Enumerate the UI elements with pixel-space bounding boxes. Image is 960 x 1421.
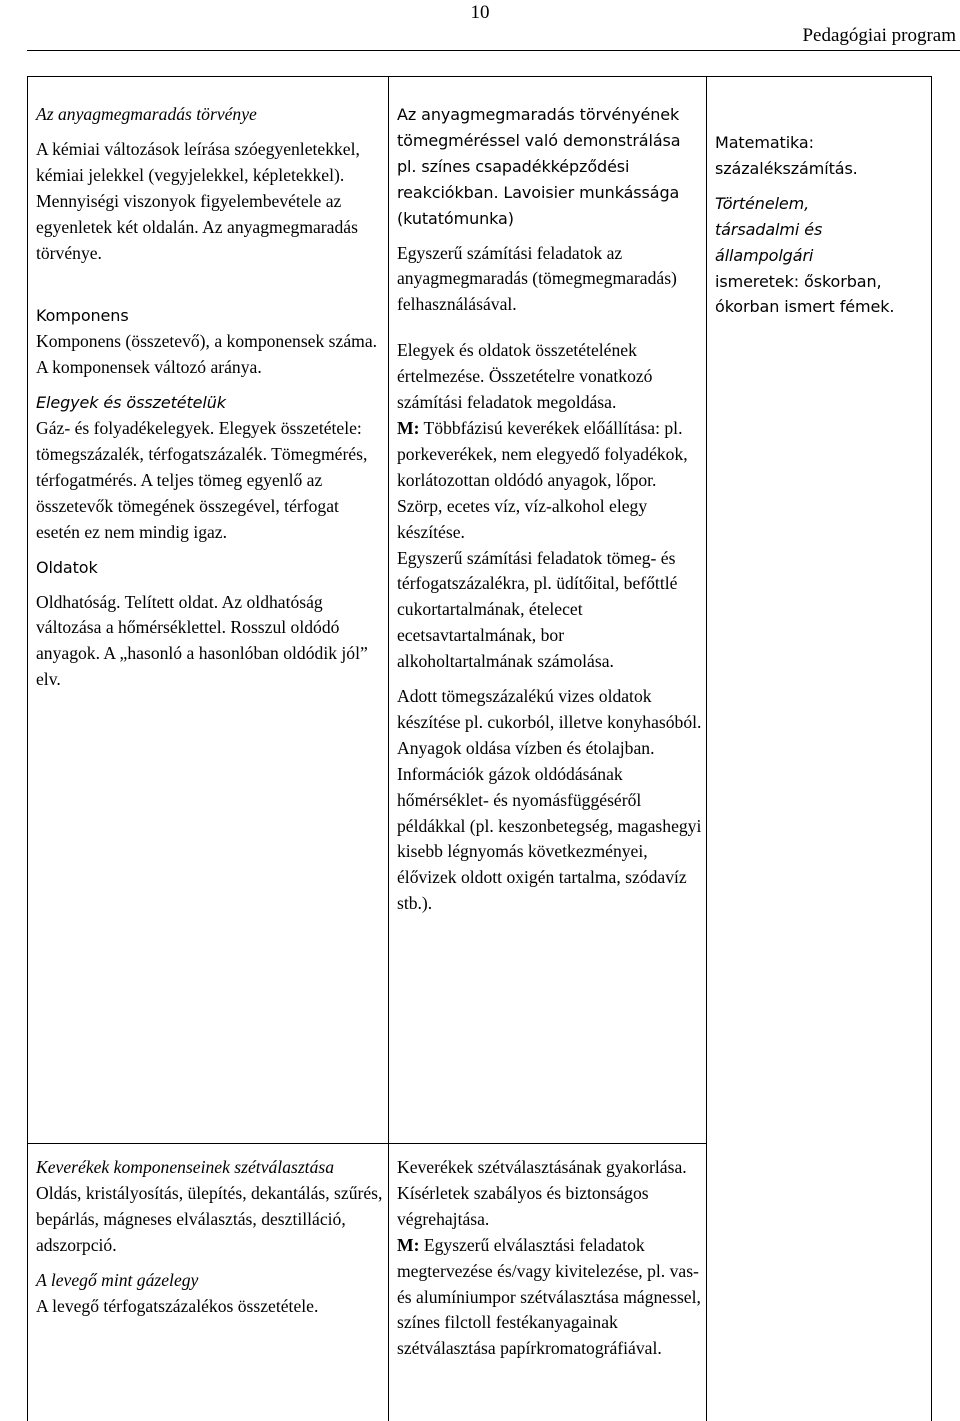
activity-text: Egyszerű számítási feladatok az anyagmegmaradás (tömegmegmaradás) felhasználásával. bbox=[397, 242, 677, 315]
connection-text: százalékszámítás. bbox=[715, 158, 858, 178]
activity-text: Az anyagmegmaradás törvényének tömegméréssel való demonstrálása pl. színes csapadékképződési reakciókban. Lavoisier munkássága (kutatómunka) bbox=[397, 105, 681, 228]
row1-connections-cell bbox=[715, 130, 930, 320]
column-divider-2 bbox=[706, 77, 707, 1421]
topic-heading: A levegő mint gázelegy bbox=[36, 1269, 199, 1290]
topic-heading: Keverékek komponenseinek szétválasztása bbox=[36, 1157, 335, 1177]
header-title: Pedagógiai program bbox=[802, 25, 956, 46]
page-number: 10 bbox=[470, 2, 490, 23]
activity-text: Elegyek és oldatok összetételének értelmezése. Összetételre vonatkozó számítási feladatok megoldása. bbox=[397, 340, 653, 413]
topic-heading: Elegyek és összetételük bbox=[36, 393, 226, 413]
activity-text: Egyszerű számítási feladatok tömeg- és térfogatszázalékra, pl. üdítőital, befőttlé cukortartalmának, ételecet ecetsavtartalmának, bor alkoholtartalmának számolása. bbox=[397, 547, 678, 672]
topic-text: Gáz- és folyadékelegyek. Elegyek összetétele: tömegszázalék, térfogatszázalék. Tömegmérés, térfogatmérés. A teljes tömeg egyenlő az összetevők tömegének összegével, térfogat esetén ez nem mindig igaz. bbox=[36, 418, 368, 542]
activity-text: Keverékek szétválasztásának gyakorlása. Kísérletek szabályos és biztonságos végrehajtása. bbox=[397, 1157, 687, 1229]
topic-text: Oldhatóság. Telített oldat. Az oldhatóság változása a hőmérséklettel. Rosszul oldódó anyagok. A „hasonló a hasonlóban oldódik jól” elv. bbox=[36, 591, 368, 690]
connection-text: ókorban ismert fémek. bbox=[715, 297, 895, 317]
row-divider bbox=[28, 1143, 706, 1144]
row2-topics-cell bbox=[36, 1155, 384, 1319]
activity-text bbox=[397, 416, 702, 494]
connection-text: Történelem, bbox=[715, 193, 810, 213]
topic-heading: Oldatok bbox=[36, 557, 98, 577]
connection-text: társadalmi és bbox=[715, 219, 823, 239]
activity-text bbox=[397, 1233, 702, 1363]
activity-text: Szörp, ecetes víz, víz-alkohol elegy készítése. bbox=[397, 495, 648, 542]
topic-text: Komponens (összetevő), a komponensek száma. A komponensek változó aránya. bbox=[36, 331, 378, 378]
curriculum-table bbox=[27, 76, 932, 1421]
activity-text-body: Egyszerű elválasztási feladatok megtervezése és/vagy kivitelezése, pl. vas- és alumíniumpor szétválasztása mágnessel, színes filctoll festékanyagainak szétválasztása papírkromatográfiával. bbox=[397, 1234, 701, 1359]
topic-text: Oldás, kristályosítás, ülepítés, dekantálás, szűrés, bepárlás, mágneses elválasztás, desztilláció, adszorpció. bbox=[36, 1182, 383, 1255]
m-prefix: M: bbox=[397, 1234, 420, 1255]
activity-text-body: Többfázisú keverékek előállítása: pl. porkeverékek, nem elegyedő folyadékok, korlátozottan oldódó anyagok, lőpor. bbox=[397, 417, 688, 490]
topic-text: A kémiai változások leírása szóegyenletekkel, kémiai jelekkel (vegyjelekkel, képletekkel). Mennyiségi viszonyok figyelembevétele az egyenletek két oldalán. Az anyagmegmaradás törvénye. bbox=[36, 138, 360, 263]
row2-activities-cell bbox=[397, 1155, 702, 1362]
topic-heading: Az anyagmegmaradás törvénye bbox=[36, 104, 257, 124]
column-divider-1 bbox=[388, 77, 389, 1421]
header-rule bbox=[27, 50, 960, 51]
connection-text: állampolgári bbox=[715, 245, 814, 265]
row1-topics-cell bbox=[36, 102, 384, 693]
activity-text: Adott tömegszázalékú vizes oldatok készítése pl. cukorból, illetve konyhasóból. Anyagok oldása vízben és étolajban. Információk gázok oldódásának hőmérséklet- és nyomásfüggéséről példákkal (pl. keszonbetegség, magashegyi kisebb légnyomás következményei, élővizek oldott oxigén tartalma, szódavíz stb.). bbox=[397, 686, 702, 914]
topic-text: A levegő térfogatszázalékos összetétele. bbox=[36, 1295, 319, 1316]
connection-text: Matematika: bbox=[715, 133, 814, 152]
m-prefix: M: bbox=[397, 417, 420, 438]
row1-activities-cell bbox=[397, 102, 702, 917]
topic-heading: Komponens bbox=[36, 306, 129, 326]
connection-text: ismeretek: őskorban, bbox=[715, 271, 882, 291]
